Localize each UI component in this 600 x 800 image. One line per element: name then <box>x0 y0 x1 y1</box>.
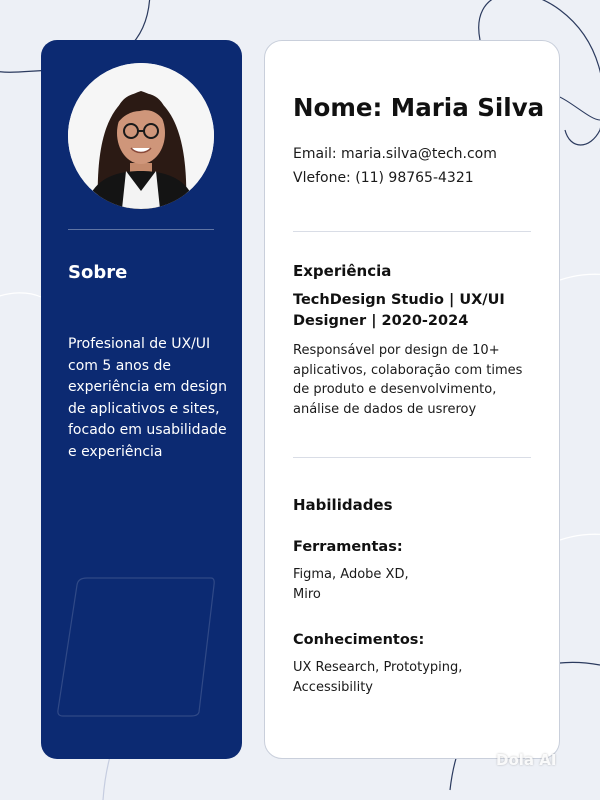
job-title: TechDesign Studio | UX/UI Designer | 2020-2024 <box>293 292 505 329</box>
about-text: Profesional de UX/UI com 5 anos de experiência em design de aplicativos e sites, focado em usabilidade e experiência <box>68 336 228 460</box>
tools-list: Figma, Adobe XD, Miro <box>293 567 409 602</box>
resume-card <box>264 40 560 759</box>
skills-title: Habilidades <box>293 496 393 514</box>
experience-description: Responsável por design de 10+ aplicativos, colaboração com times de produto e desenvolvimento, análise de dados de usreroy <box>293 343 523 417</box>
full-name: Nome: Maria Silva <box>293 93 545 122</box>
watermark: Dola AI <box>496 751 557 769</box>
profile-sidebar <box>41 40 242 759</box>
phone-text: Vlefone: (11) 98765-4321 <box>293 170 474 186</box>
knowledge-list: UX Research, Prototyping, Accessibility <box>293 660 463 695</box>
section-divider <box>293 231 531 232</box>
sidebar-divider <box>68 229 214 230</box>
knowledge-title: Conhecimentos: <box>293 632 425 648</box>
section-divider <box>293 457 531 458</box>
about-title: Sobre <box>68 262 128 283</box>
email-text: Email: maria.silva@tech.com <box>293 146 497 162</box>
avatar <box>68 63 214 209</box>
experience-title: Experiência <box>293 262 392 280</box>
tools-title: Ferramentas: <box>293 539 403 555</box>
